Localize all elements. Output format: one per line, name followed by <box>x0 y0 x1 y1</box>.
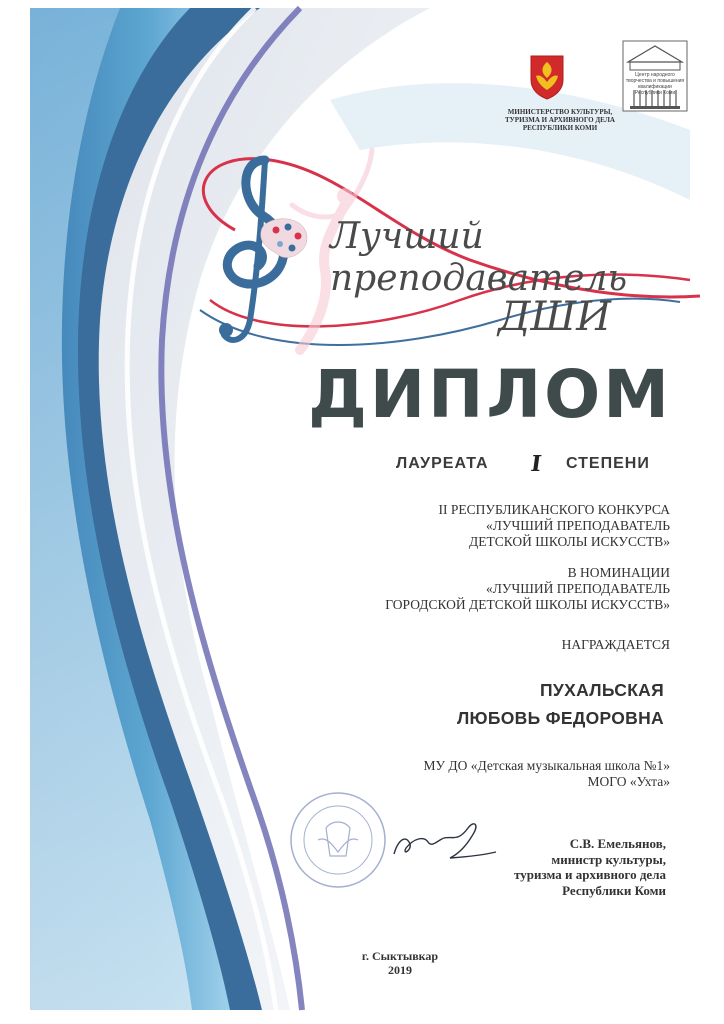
laureate-label: ЛАУРЕАТА <box>396 455 489 472</box>
place-year <box>330 949 470 977</box>
awardee-given-name: ЛЮБОВЬ ФЕДОРОВНА <box>456 708 664 728</box>
seal-stamp-icon <box>288 790 388 890</box>
nomination: В НОМИНАЦИИ «ЛУЧШИЙ ПРЕПОДАВАТЕЛЬ ГОРОДСКОЙ ДЕТСКОЙ ШКОЛЫ ИСКУССТВ» <box>385 565 670 612</box>
contest-logo-line1: Лучший <box>330 216 484 257</box>
center-logo-text: Центр народного творчества и повышения квалификации Республики Коми <box>625 72 685 96</box>
contest-description: II РЕСПУБЛИКАНСКОГО КОНКУРСА «ЛУЧШИЙ ПРЕПОДАВАТЕЛЬ ДЕТСКОЙ ШКОЛЫ ИСКУССТВ» <box>438 502 670 549</box>
awarded-label: НАГРАЖДАЕТСЯ <box>561 637 670 652</box>
degree-label: СТЕПЕНИ <box>566 455 650 472</box>
awardee-surname: ПУХАЛЬСКАЯ <box>540 680 664 700</box>
contest-logo-line2: преподаватель <box>330 258 628 299</box>
contest-logo-line3: ДШИ <box>498 294 612 340</box>
year: 2019 <box>388 963 412 977</box>
school: МУ ДО «Детская музыкальная школа №1» МОГО «Ухта» <box>423 758 670 789</box>
palette-icon <box>261 219 307 258</box>
degree-number: I <box>529 451 544 477</box>
awardee-name <box>457 676 664 732</box>
diploma-title: ДИПЛОМ <box>308 356 672 433</box>
ministry-name: МИНИСТЕРСТВО КУЛЬТУРЫ, ТУРИЗМА И АРХИВНОГО ДЕЛА РЕСПУБЛИКИ КОМИ <box>505 108 615 132</box>
contest-logo <box>0 0 724 380</box>
signatory: С.В. Емельянов, министр культуры, туризма и архивного дела Республики Коми <box>514 836 666 898</box>
signature-icon <box>388 818 498 868</box>
city: г. Сыктывкар <box>361 949 439 963</box>
